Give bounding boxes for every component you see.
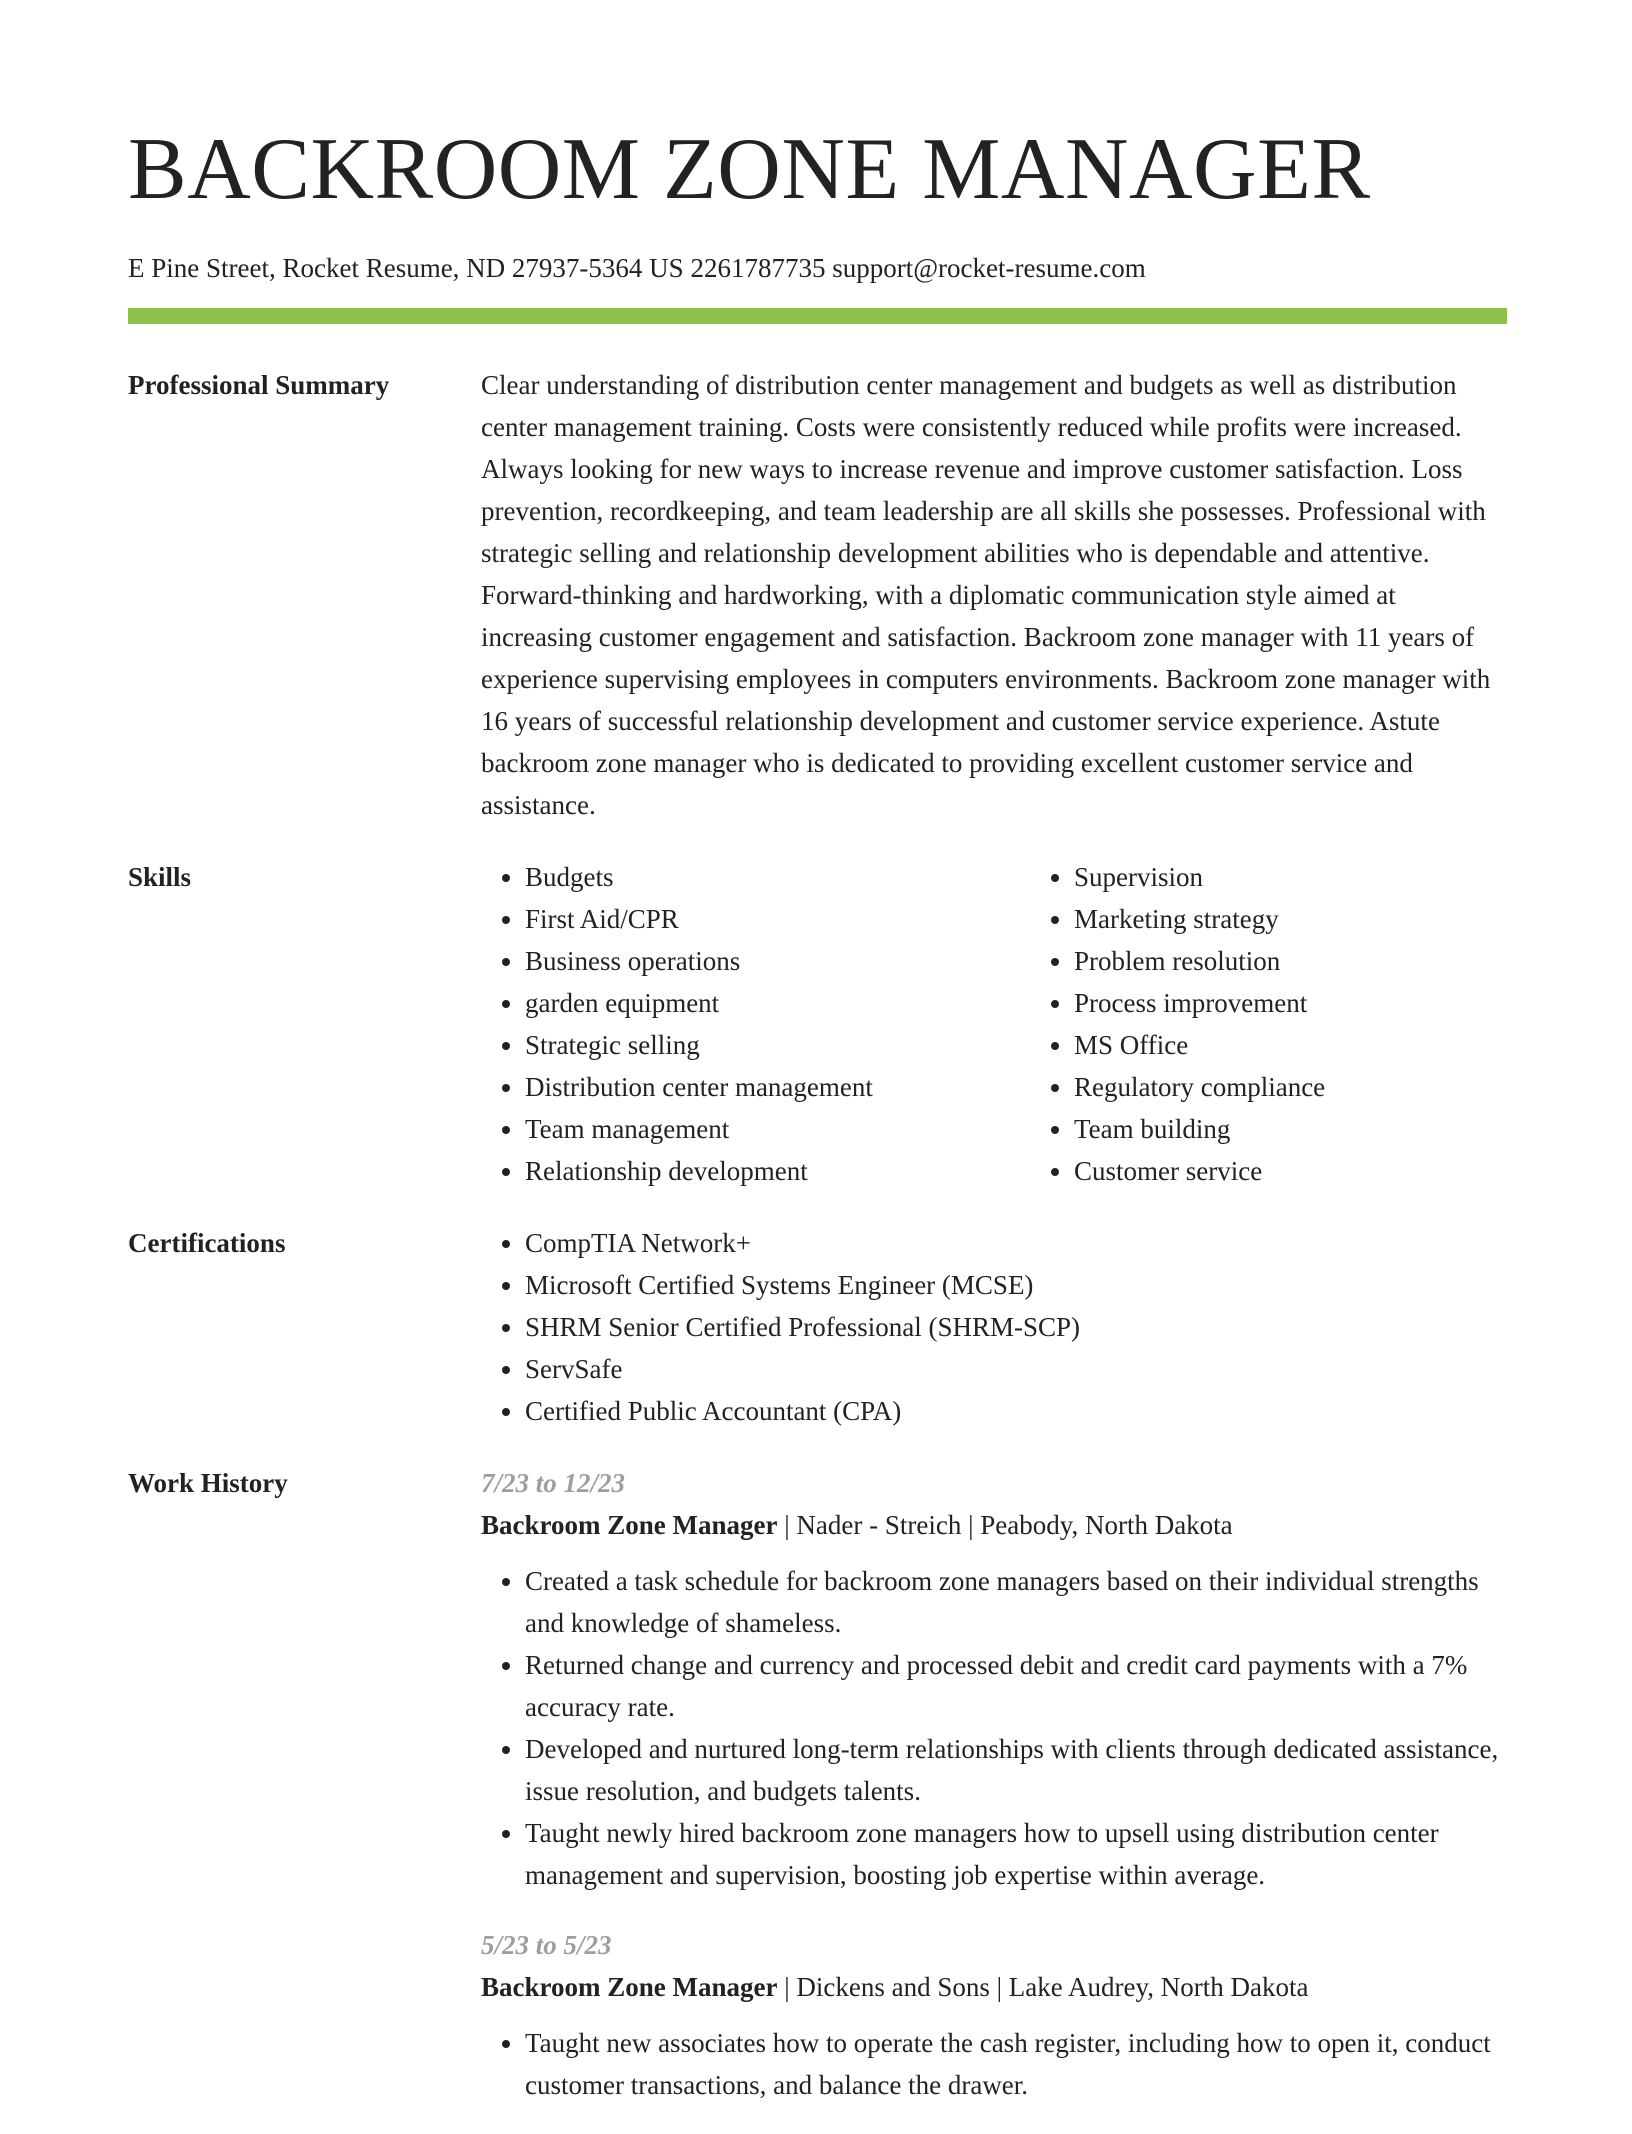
job-dates: 7/23 to 12/23 <box>481 1468 626 1498</box>
job-bullet: • Returned change and currency and processed debit and credit card payments with a 7% accuracy rate. <box>525 1644 1507 1728</box>
skill-item: • Strategic selling <box>525 1024 1030 1066</box>
skill-item: • Marketing strategy <box>1074 898 1579 940</box>
job-dates: 5/23 to 5/23 <box>481 1930 612 1960</box>
skill-item: • Business operations <box>525 940 1030 982</box>
skills-grid <box>481 856 1579 1192</box>
work-history-label: Work History <box>128 1468 288 1498</box>
summary-body <box>481 364 1507 826</box>
skill-item: • Supervision <box>1074 856 1579 898</box>
skills-column-left <box>481 856 1030 1192</box>
work-history-section <box>128 1462 1507 2134</box>
job-title: Backroom Zone Manager <box>481 1510 778 1540</box>
skill-item: • Regulatory compliance <box>1074 1066 1579 1108</box>
certification-item: • SHRM Senior Certified Professional (SHRM-SCP) <box>525 1306 1507 1348</box>
job-bullet: • Developed and nurtured long-term relationships with clients through dedicated assistance, issue resolution, and budgets talents. <box>525 1728 1507 1812</box>
skill-item: • Distribution center management <box>525 1066 1030 1108</box>
skill-item: • Budgets <box>525 856 1030 898</box>
job-bullet: • Taught newly hired backroom zone managers how to upsell using distribution center management and supervision, boosting job expertise within average. <box>525 1812 1507 1896</box>
certification-item: • ServSafe <box>525 1348 1507 1390</box>
skill-item: • Team management <box>525 1108 1030 1150</box>
skills-column-right <box>1030 856 1579 1192</box>
skills-section <box>128 856 1507 1192</box>
summary-label: Professional Summary <box>128 370 390 400</box>
skill-item: • First Aid/CPR <box>525 898 1030 940</box>
job-entry <box>481 1462 1507 1896</box>
skill-item: • MS Office <box>1074 1024 1579 1066</box>
skills-label: Skills <box>128 862 192 892</box>
job-entry <box>481 1924 1507 2106</box>
certifications-body <box>481 1222 1507 1432</box>
certification-item: • CompTIA Network+ <box>525 1222 1507 1264</box>
accent-divider <box>128 308 1507 324</box>
skills-body <box>481 856 1579 1192</box>
job-title-line <box>481 1504 1507 1546</box>
summary-text: Clear understanding of distribution center management and budgets as well as distribution center management training. Costs were consistently reduced while profits were increased. Always looking for new ways to increase revenue and improve customer satisfaction. Loss prevention, recordkeeping, and team leadership are all skills she possesses. Professional with strategic selling and relationship development abilities who is dependable and attentive. Forward-thinking and hardworking, with a diplomatic communication style aimed at increasing customer engagement and satisfaction. Backroom zone manager with 11 years of experience supervising employees in computers environments. Backroom zone manager with 16 years of successful relationship development and customer service experience. Astute backroom zone manager who is dedicated to providing excellent customer service and assistance. <box>481 370 1491 820</box>
work-history-body <box>481 1462 1507 2134</box>
job-bullet: • Taught new associates how to operate the cash register, including how to open it, conduct customer transactions, and balance the drawer. <box>525 2022 1507 2106</box>
certifications-section <box>128 1222 1507 1432</box>
job-bullet: • Created a task schedule for backroom zone managers based on their individual strengths and knowledge of shameless. <box>525 1560 1507 1644</box>
certification-item: • Microsoft Certified Systems Engineer (MCSE) <box>525 1264 1507 1306</box>
skill-item: • Relationship development <box>525 1150 1030 1192</box>
job-title: Backroom Zone Manager <box>481 1972 778 2002</box>
certifications-list <box>481 1222 1507 1432</box>
summary-section <box>128 364 1507 826</box>
certifications-label: Certifications <box>128 1228 286 1258</box>
skill-item: • Problem resolution <box>1074 940 1579 982</box>
job-bullets <box>481 1560 1507 1896</box>
resume-name: BACKROOM ZONE MANAGER <box>128 121 1371 218</box>
skill-item: • Process improvement <box>1074 982 1579 1024</box>
job-title-line <box>481 1966 1507 2008</box>
skill-item: • Team building <box>1074 1108 1579 1150</box>
job-details: | Dickens and Sons | Lake Audrey, North Dakota <box>777 1972 1309 2002</box>
contact-line: E Pine Street, Rocket Resume, ND 27937-5364 US 2261787735 support@rocket-resume.com <box>128 253 1146 283</box>
certification-item: • Certified Public Accountant (CPA) <box>525 1390 1507 1432</box>
job-bullets <box>481 2022 1507 2106</box>
skill-item: • garden equipment <box>525 982 1030 1024</box>
job-details: | Nader - Streich | Peabody, North Dakota <box>777 1510 1233 1540</box>
skill-item: • Customer service <box>1074 1150 1579 1192</box>
